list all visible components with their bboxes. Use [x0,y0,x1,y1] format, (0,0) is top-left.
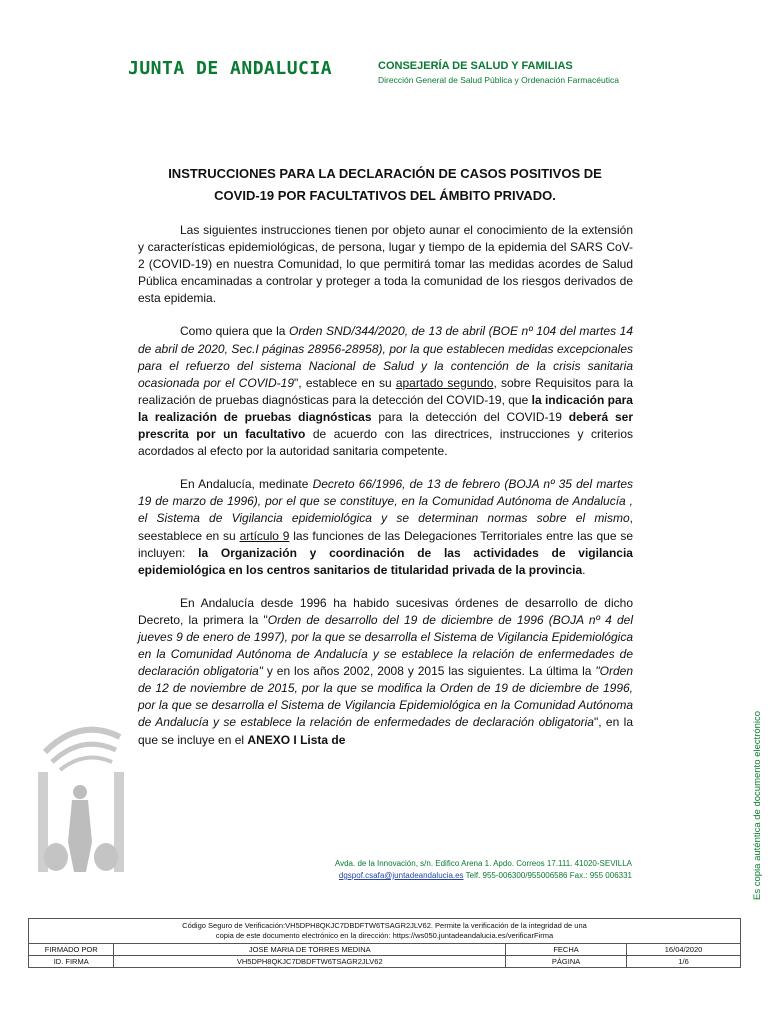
authentic-copy-note: Es copia auténtica de documento electrónico [752,710,763,900]
id-firma-label: ID. FIRMA [29,956,114,968]
text-span: para la detección del COVID-19 [371,409,569,424]
bold-text: la Organización y coordinación de las actividades de vigilancia epidemiológica en los centros sanitarios de titularidad privada de la provincia [138,545,633,577]
text-span: , sobre Requisitos para la realización de pruebas diagnósticas para la detección del COVID-19, que [138,375,633,407]
fecha-label: FECHA [506,944,627,956]
consejeria-heading: CONSEJERÍA DE SALUD Y FAMILIAS [378,60,573,72]
contact-line [300,870,632,882]
text-span: En Andalucía, medinate [180,477,313,492]
bold-text: ANEXO I Lista de [247,732,346,747]
text-span: ", establece en su [294,375,396,390]
firmado-por-value: JOSE MARIA DE TORRES MEDINA [114,944,506,956]
italic-citation: Orden de desarrollo del 19 de diciembre de 1996 (BOJA nº 4 del jueves 9 de enero de 1997), por la que se desarrolla el Sistema de Vigilancia Epidemiológica en la Comunidad Autónoma de Andalucía y se establece la relación de enfermedades de declaración obligatoria" [138,612,633,679]
text-span: de acuerdo con las directrices, instrucciones y criterios acordados al efecto por la autoridad sanitaria competente. [138,427,633,459]
italic-citation: Orden SND/344/2020, de 13 de abril (BOE nº 104 del martes 14 de abril de 2020, Sec.I páginas 28956-28958), por la que establecen medidas excepcionales para el refuerzo del sistema Nacional de Salud y la contención de la crisis sanitaria ocasionada por el COVID-19 [138,324,633,390]
title-line-1: INSTRUCCIONES PARA LA DECLARACIÓN DE CASOS POSITIVOS DE [168,166,602,181]
text-span: . [582,562,586,577]
phone-fax: Telf. 955-006300/955006586 Fax.: 955 006331 [463,871,632,880]
fecha-value: 16/04/2020 [627,944,741,956]
text-span: , seestablece en su [138,511,633,543]
underlined-ref: artículo 9 [239,528,290,543]
direccion-general-subheading: Dirección General de Salud Pública y Ordenación Farmacéutica [378,75,619,85]
text-span: ", en la que se incluye en el [138,715,633,747]
paragraph-4 [138,595,633,749]
signature-table [28,918,741,968]
paragraph-3 [138,476,633,579]
text-span: las funciones de las Delegaciones Territoriales entre las que se incluyen: [138,528,634,560]
underlined-ref: apartado segundo [395,375,494,390]
paragraph-2 [138,323,633,460]
title-line-2: COVID-19 POR FACULTATIVOS DEL ÁMBITO PRIVADO. [214,188,556,203]
footer-address [300,858,632,882]
pagina-value: 1/6 [627,956,741,968]
id-firma-value: VH5DPH8QKJC7DBDFTW6TSAGR2JLV62 [114,956,506,968]
text-span: En Andalucía desde 1996 ha habido sucesivas órdenes de desarrollo de dicho Decreto, la primera la " [138,595,633,627]
pagina-label: PÁGINA [506,956,627,968]
italic-citation: "Orden de 12 de noviembre de 2015, por la que se modifica la Orden de 19 de diciembre de 1996, por la que se desarrolla el Sistema de Vigilancia Epidemiológica en la Comunidad Autónoma de Andalucía y se establece la relación de enfermedades de declaración obligatoria [138,664,633,730]
text-span: Como quiera que la [180,324,290,339]
verification-line-2: copia de este documento electrónico en la dirección: https://ws050.juntadeandalucia.es/verificarFirma [215,931,554,940]
address-line: Avda. de la Innovación, s/n. Edifico Arena 1. Apdo. Correos 17.111. 41020-SEVILLA [334,859,632,868]
firmado-por-label: FIRMADO POR [29,944,114,956]
document-title [140,163,630,207]
document-body [138,222,633,765]
bold-text: la indicación para la realización de pruebas diagnósticas [138,392,633,424]
email-link[interactable]: dgspof.csafa@juntadeandalucia.es [338,871,464,880]
verification-line-1: Código Seguro de Verificación:VH5DPH8QKJC7DBDFTW6TSAGR2JLV62. Permite la verificación de la integridad de una [182,921,587,930]
italic-citation: Decreto 66/1996, de 13 de febrero (BOJA nº 35 del martes 19 de marzo de 1996), por el que se constituye, en la Comunidad Autónoma de Andalucía , el Sistema de Vigilancia epidemiológica y se determinan normas sobre el mismo [138,477,633,526]
text-span: y en los años 2002, 2008 y 2015 las siguientes. La última la [262,664,596,679]
andalucia-emblem-icon [30,712,130,882]
verification-cell [29,919,741,944]
bold-text: deberá ser prescrita por un facultativo [138,409,633,442]
paragraph-1: Las siguientes instrucciones tienen por objeto aunar el conocimiento de la extensión y características epidemiológicas, de persona, lugar y tiempo de la epidemia del SARS CoV-2 (COVID-19) en nuestra Comunidad, lo que permitirá tomar las medidas acordes de Salud Pública encaminadas a controlar y proteger a toda la comunidad de los riesgos derivados de esta epidemia. [138,223,633,306]
junta-logo-text: JUNTA DE ANDALUCIA [128,58,333,79]
